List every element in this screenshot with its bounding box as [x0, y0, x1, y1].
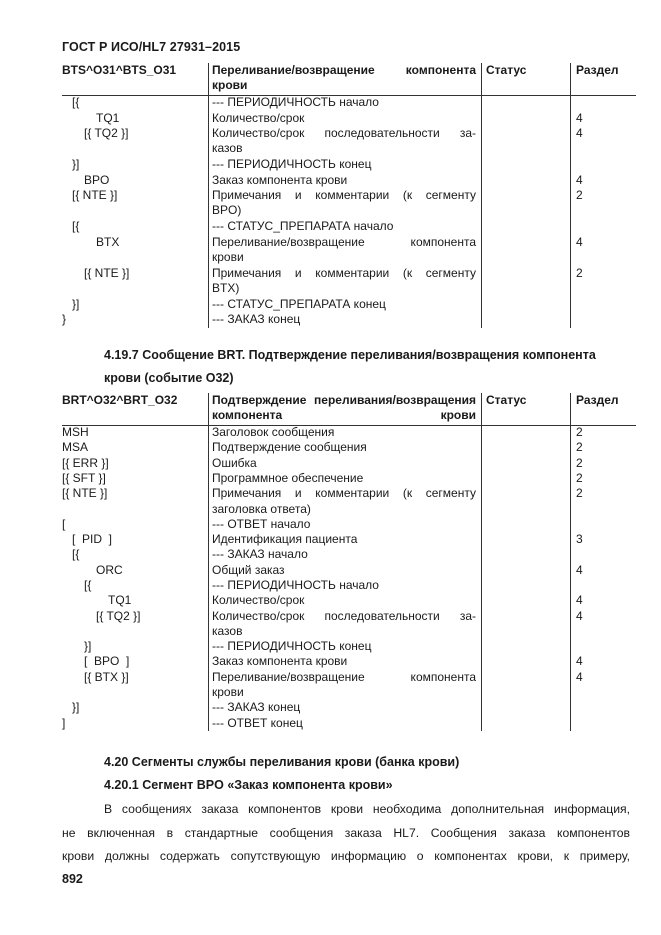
table-row	[62, 440, 636, 455]
section-heading-line: 4.19.7 Сообщение BRT. Подтверждение переливания/возвращения компонента	[104, 348, 596, 362]
description-cell	[212, 670, 476, 701]
table-row	[62, 157, 636, 173]
description-line: казов	[212, 141, 243, 156]
segment-cell: BTX	[96, 234, 120, 249]
table-body	[62, 95, 636, 328]
segment-cell: MSA	[62, 440, 89, 455]
table-row	[62, 111, 636, 127]
table-row	[62, 486, 636, 517]
description-cell	[212, 639, 476, 654]
description-cell	[212, 173, 476, 188]
section-cell: 2	[576, 486, 583, 501]
table-row	[62, 716, 636, 731]
column-divider	[481, 393, 482, 731]
body-paragraph	[62, 798, 630, 869]
description-cell	[212, 471, 476, 486]
section-heading-4-19-7-cont	[104, 366, 234, 390]
table-row	[62, 670, 636, 701]
description-line: заголовка ответа)	[212, 501, 311, 516]
segment-cell: }]	[72, 157, 80, 171]
description-line: --- ЗАКАЗ конец	[212, 312, 301, 326]
table-row	[62, 471, 636, 486]
segment-cell: TQ1	[96, 110, 120, 125]
segment-cell: [	[62, 516, 66, 531]
description-line: Подтверждение сообщения	[212, 440, 367, 455]
table-row	[62, 95, 636, 111]
column-header-description: Подтверждение переливания/возвращения компонента крови	[212, 393, 476, 422]
segment-cell: [{	[72, 95, 80, 109]
description-cell	[212, 486, 476, 517]
segment-cell: [{ SFT }]	[62, 470, 106, 485]
segment-cell: [{ TQ2 }]	[96, 608, 141, 623]
description-cell	[212, 312, 476, 327]
table-header	[62, 393, 636, 425]
table-row	[62, 517, 636, 532]
section-cell: 4	[576, 110, 583, 125]
segment-cell: [{	[72, 219, 80, 233]
column-header-description: Переливание/возвращение компонента крови	[212, 63, 476, 92]
section-cell: 4	[576, 126, 583, 140]
section-cell: 2	[576, 188, 583, 202]
column-divider	[208, 393, 209, 731]
section-cell: 2	[576, 455, 583, 470]
table-header	[62, 63, 636, 95]
segment-cell: [ PID ]	[72, 532, 113, 547]
segment-cell: BPO	[84, 172, 110, 187]
description-line: Количество/срок последовательности за-	[212, 126, 476, 140]
section-cell: 4	[576, 172, 583, 187]
description-cell	[212, 219, 476, 234]
description-line: --- ЗАКАЗ конец	[212, 700, 301, 715]
section-cell: 2	[576, 425, 583, 439]
description-cell	[212, 716, 476, 731]
table-row	[62, 532, 636, 547]
column-divider	[481, 63, 482, 328]
segment-cell: }]	[72, 700, 80, 715]
column-divider	[208, 63, 209, 328]
segment-cell: [{ NTE }]	[84, 265, 130, 280]
message-structure-table-bts	[62, 63, 636, 328]
description-line: --- ПЕРИОДИЧНОСТЬ начало	[212, 577, 379, 592]
paragraph-line: не включенная в стандартные сообщения заказа HL7. Сообщения заказа компонентов	[62, 825, 630, 840]
segment-cell: [{ NTE }]	[72, 188, 118, 202]
description-line: Примечания и комментарии (к сегменту	[212, 265, 476, 280]
description-line: Заголовок сообщения	[212, 425, 335, 439]
table-row	[62, 639, 636, 654]
description-cell	[212, 654, 476, 669]
segment-cell: [{ ERR }]	[62, 455, 109, 470]
description-line: Примечания и комментарии (к сегменту	[212, 188, 476, 202]
column-divider	[570, 63, 571, 328]
segment-cell: [{ BTX }]	[84, 669, 129, 684]
description-cell	[212, 532, 476, 547]
section-heading-4-20: 4.20 Сегменты службы переливания крови (банка крови)	[104, 755, 460, 769]
description-line: --- ЗАКАЗ начало	[212, 547, 308, 562]
table-row	[62, 425, 636, 440]
header-divider	[62, 95, 636, 96]
description-line: Идентификация пациента	[212, 532, 358, 547]
section-cell: 4	[576, 234, 583, 249]
table-row	[62, 219, 636, 235]
column-header-status: Статус	[486, 393, 527, 407]
section-cell: 4	[576, 608, 583, 623]
segment-cell: [{ TQ2 }]	[84, 126, 129, 140]
description-line: Переливание/возвращение компонента	[212, 234, 476, 249]
table-row	[62, 266, 636, 297]
description-line: Количество/срок последовательности за-	[212, 608, 476, 623]
description-cell	[212, 578, 476, 593]
description-cell	[212, 95, 476, 110]
description-line: BTX)	[212, 280, 240, 295]
description-cell	[212, 456, 476, 471]
column-header-message: BRT^O32^BRT_O32	[62, 393, 178, 407]
column-header-section: Раздел	[576, 393, 619, 407]
segment-cell: [ BPO ]	[84, 654, 130, 669]
table-row	[62, 297, 636, 313]
table-row	[62, 578, 636, 593]
segment-cell: }]	[72, 296, 80, 311]
description-line: --- ПЕРИОДИЧНОСТЬ конец	[212, 157, 372, 171]
description-cell	[212, 517, 476, 532]
description-cell	[212, 157, 476, 172]
section-heading-4-20-1: 4.20.1 Сегмент BPO «Заказ компонента крови»	[104, 778, 393, 792]
description-line: Программное обеспечение	[212, 470, 364, 485]
description-cell	[212, 188, 476, 219]
table-row	[62, 188, 636, 219]
table-body	[62, 425, 636, 731]
segment-cell: [{	[84, 577, 92, 592]
description-line: --- ПЕРИОДИЧНОСТЬ конец	[212, 639, 372, 654]
paragraph-line: крови должны содержать сопутствующую информацию о компонентах крови, к примеру,	[62, 849, 630, 863]
section-cell: 4	[576, 669, 583, 684]
column-header-message: BTS^O31^BTS_O31	[62, 63, 177, 77]
section-cell: 2	[576, 440, 583, 455]
description-cell	[212, 126, 476, 157]
description-cell	[212, 609, 476, 640]
page-number: 892	[62, 872, 83, 886]
description-line: Заказ компонента крови	[212, 654, 348, 669]
segment-cell: }	[62, 312, 67, 326]
segment-cell: MSH	[62, 425, 89, 439]
section-cell: 4	[576, 562, 583, 577]
description-line: Примечания и комментарии (к сегменту	[212, 486, 476, 501]
description-line: --- СТАТУС_ПРЕПАРАТА конец	[212, 296, 386, 311]
section-cell: 2	[576, 470, 583, 485]
description-cell	[212, 563, 476, 578]
segment-cell: ]	[62, 715, 66, 730]
table-row	[62, 126, 636, 157]
description-cell	[212, 235, 476, 266]
segment-cell: [{ NTE }]	[62, 486, 108, 501]
header-divider	[62, 425, 636, 426]
description-cell	[212, 111, 476, 126]
description-line: крови	[212, 249, 244, 264]
table-row	[62, 173, 636, 189]
table-row	[62, 547, 636, 562]
table-row	[62, 563, 636, 578]
description-cell	[212, 266, 476, 297]
description-line: казов	[212, 623, 243, 638]
description-line: Переливание/возвращение компонента	[212, 669, 476, 684]
section-cell: 4	[576, 593, 583, 608]
description-line: Количество/срок	[212, 110, 305, 125]
message-structure-table-brt	[62, 393, 636, 731]
description-cell	[212, 297, 476, 312]
document-header: ГОСТ Р ИСО/HL7 27931–2015	[62, 40, 241, 54]
description-line: --- ОТВЕТ начало	[212, 516, 311, 531]
column-divider	[570, 393, 571, 731]
table-row	[62, 456, 636, 471]
table-row	[62, 654, 636, 669]
description-cell	[212, 593, 476, 608]
description-line: Количество/срок	[212, 593, 305, 608]
column-header-status: Статус	[486, 63, 527, 77]
section-cell: 3	[576, 532, 583, 547]
section-heading-line: крови (событие O32)	[104, 371, 234, 385]
section-cell: 2	[576, 265, 583, 280]
table-row	[62, 700, 636, 715]
description-line: Ошибка	[212, 455, 257, 470]
segment-cell: TQ1	[108, 593, 132, 608]
description-line: Заказ компонента крови	[212, 172, 348, 187]
table-row	[62, 312, 636, 328]
description-cell	[212, 700, 476, 715]
table-row	[62, 593, 636, 608]
description-line: крови	[212, 685, 244, 700]
description-line: Общий заказ	[212, 562, 285, 577]
description-cell	[212, 547, 476, 562]
description-line: --- ОТВЕТ конец	[212, 715, 303, 730]
description-line: --- ПЕРИОДИЧНОСТЬ начало	[212, 95, 379, 109]
paragraph-line: В сообщениях заказа компонентов крови необходима дополнительная информация,	[104, 802, 630, 816]
table-row	[62, 609, 636, 640]
section-cell: 4	[576, 654, 583, 669]
column-header-section: Раздел	[576, 63, 619, 77]
segment-cell: [{	[72, 547, 80, 562]
section-heading-4-19-7	[104, 343, 596, 367]
segment-cell: }]	[84, 639, 92, 654]
description-line: BPO)	[212, 203, 242, 218]
segment-cell: ORC	[96, 562, 123, 577]
description-cell	[212, 425, 476, 440]
description-line: --- СТАТУС_ПРЕПАРАТА начало	[212, 219, 394, 233]
table-row	[62, 235, 636, 266]
description-cell	[212, 440, 476, 455]
